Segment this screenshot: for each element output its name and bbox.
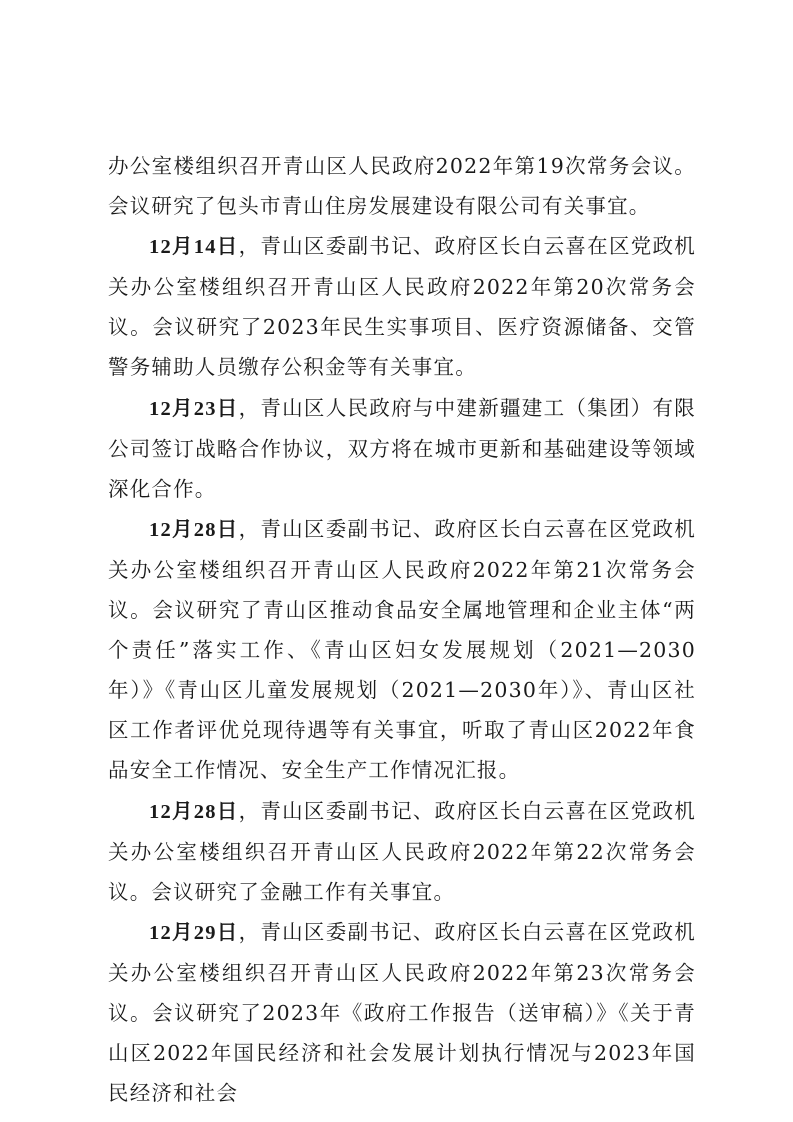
paragraph-date: 12月28日 [149,518,239,541]
paragraph-date: 12月29日 [149,921,239,944]
paragraph-dec-23 [108,388,696,509]
document-body [108,146,696,1113]
paragraph-date: 12月28日 [149,800,239,823]
paragraph-continuation [108,146,696,226]
paragraph-text: 办公室楼组织召开青山区人民政府2022年第19次常务会议。会议研究了包头市青山住房发展建设有限公司有关事宜。 [108,154,696,219]
paragraph-dec-29 [108,912,696,1113]
paragraph-text: ，青山区委副书记、政府区长白云喜在区党政机关办公室楼组织召开青山区人民政府2022年第22次常务会议。会议研究了金融工作有关事宜。 [108,798,697,904]
paragraph-dec-14 [108,226,696,387]
paragraph-dec-28-a [108,509,696,791]
paragraph-dec-28-b [108,791,696,912]
paragraph-date: 12月14日 [149,236,239,259]
paragraph-text: ，青山区人民政府与中建新疆建工（集团）有限公司签订战略合作协议，双方将在城市更新和基础建设等领域深化合作。 [108,395,697,501]
paragraph-text: ，青山区委副书记、政府区长白云喜在区党政机关办公室楼组织召开青山区人民政府2022年第23次常务会议。会议研究了2023年《政府工作报告（送审稿）》《关于青山区2022年国民经济和社会发展计划执行情况与2023年国民经济和社会 [108,919,697,1106]
paragraph-text: ，青山区委副书记、政府区长白云喜在区党政机关办公室楼组织召开青山区人民政府2022年第21次常务会议。会议研究了青山区推动食品安全属地管理和企业主体“两个责任”落实工作、《青山区妇女发展规划（2021—2030年）》《青山区儿童发展规划（2021—2030年）》、青山区社区工作者评优兑现待遇等有关事宜，听取了青山区2022年食品安全工作情况、安全生产工作情况汇报。 [108,516,697,783]
paragraph-text: ，青山区委副书记、政府区长白云喜在区党政机关办公室楼组织召开青山区人民政府2022年第20次常务会议。会议研究了2023年民生实事项目、医疗资源储备、交管警务辅助人员缴存公积金等有关事宜。 [108,234,697,380]
paragraph-date: 12月23日 [149,397,239,420]
